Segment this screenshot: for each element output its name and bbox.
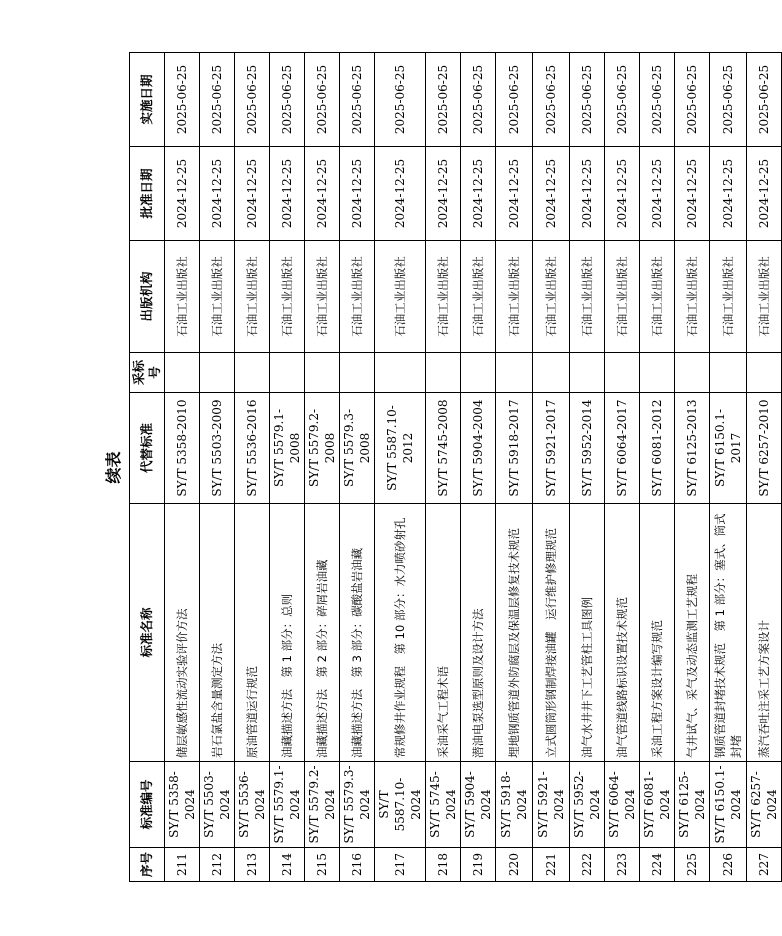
cell-impl-date: 2025-06-25 (640, 53, 675, 147)
cell-name: 采油采气工程术语 (426, 504, 461, 762)
cell-code: SY/T 5579.2-2024 (305, 762, 340, 848)
cell-replace: SY/T 5503-2009 (200, 393, 235, 504)
table-row (235, 53, 270, 882)
table-row (675, 53, 710, 882)
cell-publisher: 石油工业出版社 (235, 241, 270, 353)
cell-publisher: 石油工业出版社 (340, 241, 375, 353)
cell-approve-date: 2024-12-25 (426, 147, 461, 241)
cell-publisher: 石油工业出版社 (675, 241, 710, 353)
cell-adopt (200, 353, 235, 393)
cell-code: SY/T 5358-2024 (165, 762, 200, 848)
cell-adopt (675, 353, 710, 393)
table-row (747, 53, 782, 882)
cell-name: 油藏描述方法 第 3 部分：碳酸盐岩油藏 (340, 504, 375, 762)
cell-no: 222 (570, 848, 605, 882)
cell-publisher: 石油工业出版社 (605, 241, 640, 353)
cell-name: 蒸汽吞吐注采工艺方案设计 (747, 504, 782, 762)
cell-publisher: 石油工业出版社 (496, 241, 533, 353)
cell-publisher: 石油工业出版社 (200, 241, 235, 353)
cell-code: SY/T 6150.1-2024 (710, 762, 747, 848)
cell-no: 214 (270, 848, 305, 882)
rotated-page (101, 53, 779, 882)
cell-adopt (605, 353, 640, 393)
cell-publisher: 石油工业出版社 (461, 241, 496, 353)
cell-no: 211 (165, 848, 200, 882)
cell-name: 油气水井井下工艺管柱工具图例 (570, 504, 605, 762)
table-row (570, 53, 605, 882)
cell-approve-date: 2024-12-25 (675, 147, 710, 241)
cell-no: 217 (375, 848, 426, 882)
cell-impl-date: 2025-06-25 (570, 53, 605, 147)
cell-replace: SY/T 5536-2016 (235, 393, 270, 504)
cell-publisher: 石油工业出版社 (533, 241, 570, 353)
cell-replace: SY/T 5579.1-2008 (270, 393, 305, 504)
cell-no: 213 (235, 848, 270, 882)
cell-publisher: 石油工业出版社 (305, 241, 340, 353)
cell-impl-date: 2025-06-25 (426, 53, 461, 147)
header-approve-date: 批准日期 (130, 147, 165, 241)
cell-code: SY/T 6064-2024 (605, 762, 640, 848)
cell-publisher: 石油工业出版社 (570, 241, 605, 353)
header-code: 标准编号 (130, 762, 165, 848)
cell-approve-date: 2024-12-25 (533, 147, 570, 241)
cell-approve-date: 2024-12-25 (461, 147, 496, 241)
cell-name: 钢质管道封堵技术规范 第 1 部分：塞式、筒式封堵 (710, 504, 747, 762)
cell-no: 220 (496, 848, 533, 882)
table-row (200, 53, 235, 882)
cell-replace: SY/T 5921-2017 (533, 393, 570, 504)
cell-impl-date: 2025-06-25 (340, 53, 375, 147)
cell-no: 216 (340, 848, 375, 882)
table-row (605, 53, 640, 882)
table-body (165, 53, 782, 882)
cell-impl-date: 2025-06-25 (461, 53, 496, 147)
cell-replace: SY/T 5358-2010 (165, 393, 200, 504)
cell-impl-date: 2025-06-25 (165, 53, 200, 147)
cell-approve-date: 2024-12-25 (710, 147, 747, 241)
cell-name: 埋地钢质管道外防腐层及保温层修复技术规范 (496, 504, 533, 762)
cell-code: SY/T 5921-2024 (533, 762, 570, 848)
cell-approve-date: 2024-12-25 (375, 147, 426, 241)
cell-approve-date: 2024-12-25 (305, 147, 340, 241)
cell-approve-date: 2024-12-25 (235, 147, 270, 241)
cell-publisher: 石油工业出版社 (165, 241, 200, 353)
cell-replace: SY/T 6081-2012 (640, 393, 675, 504)
cell-name: 气井试气、采气及动态监测工艺规程 (675, 504, 710, 762)
table-caption: 续表 (104, 451, 123, 484)
cell-code: SY/T 6125-2024 (675, 762, 710, 848)
cell-adopt (496, 353, 533, 393)
cell-replace: SY/T 5579.2-2008 (305, 393, 340, 504)
cell-impl-date: 2025-06-25 (375, 53, 426, 147)
cell-approve-date: 2024-12-25 (640, 147, 675, 241)
cell-adopt (640, 353, 675, 393)
cell-code: SY/T 5587.10-2024 (375, 762, 426, 848)
cell-code: SY/T 5503-2024 (200, 762, 235, 848)
cell-adopt (747, 353, 782, 393)
table-row (165, 53, 200, 882)
table-row (270, 53, 305, 882)
cell-no: 221 (533, 848, 570, 882)
cell-code: SY/T 5536-2024 (235, 762, 270, 848)
cell-adopt (533, 353, 570, 393)
cell-approve-date: 2024-12-25 (747, 147, 782, 241)
cell-impl-date: 2025-06-25 (270, 53, 305, 147)
cell-code: SY/T 6257-2024 (747, 762, 782, 848)
cell-impl-date: 2025-06-25 (496, 53, 533, 147)
table-row (340, 53, 375, 882)
cell-no: 219 (461, 848, 496, 882)
table-row (461, 53, 496, 882)
cell-name: 油藏描述方法 第 1 部分：总则 (270, 504, 305, 762)
cell-impl-date: 2025-06-25 (747, 53, 782, 147)
cell-publisher: 石油工业出版社 (375, 241, 426, 353)
cell-adopt (710, 353, 747, 393)
cell-code: SY/T 5918-2024 (496, 762, 533, 848)
cell-approve-date: 2024-12-25 (165, 147, 200, 241)
cell-replace: SY/T 5745-2008 (426, 393, 461, 504)
cell-approve-date: 2024-12-25 (270, 147, 305, 241)
cell-adopt (235, 353, 270, 393)
cell-name: 岩石氯盐含量测定方法 (200, 504, 235, 762)
standards-table (129, 52, 782, 882)
cell-adopt (426, 353, 461, 393)
cell-approve-date: 2024-12-25 (200, 147, 235, 241)
cell-approve-date: 2024-12-25 (340, 147, 375, 241)
cell-approve-date: 2024-12-25 (605, 147, 640, 241)
cell-name: 原油管道运行规范 (235, 504, 270, 762)
cell-no: 212 (200, 848, 235, 882)
cell-name: 储层敏感性流动实验评价方法 (165, 504, 200, 762)
cell-replace: SY/T 5904-2004 (461, 393, 496, 504)
header-no: 序号 (130, 848, 165, 882)
cell-replace: SY/T 5918-2017 (496, 393, 533, 504)
table-row (640, 53, 675, 882)
cell-code: SY/T 5745-2024 (426, 762, 461, 848)
cell-adopt (165, 353, 200, 393)
header-name: 标准名称 (130, 504, 165, 762)
cell-replace: SY/T 5587.10-2012 (375, 393, 426, 504)
cell-replace: SY/T 6150.1-2017 (710, 393, 747, 504)
table-row (375, 53, 426, 882)
cell-name: 立式圆筒形钢制焊接油罐 运行维护修理规范 (533, 504, 570, 762)
cell-no: 218 (426, 848, 461, 882)
cell-adopt (305, 353, 340, 393)
cell-name: 采油工程方案设计编写规范 (640, 504, 675, 762)
table-row (426, 53, 461, 882)
cell-publisher: 石油工业出版社 (270, 241, 305, 353)
header-replace: 代替标准 (130, 393, 165, 504)
cell-no: 224 (640, 848, 675, 882)
cell-impl-date: 2025-06-25 (200, 53, 235, 147)
cell-impl-date: 2025-06-25 (605, 53, 640, 147)
table-row (533, 53, 570, 882)
standards-table-wrapper (129, 53, 779, 882)
cell-no: 226 (710, 848, 747, 882)
cell-replace: SY/T 6257-2010 (747, 393, 782, 504)
table-row (496, 53, 533, 882)
cell-replace: SY/T 5952-2014 (570, 393, 605, 504)
table-header-row (130, 53, 165, 882)
cell-adopt (270, 353, 305, 393)
header-adopt: 采标号 (130, 353, 165, 393)
header-publisher: 出版机构 (130, 241, 165, 353)
cell-impl-date: 2025-06-25 (533, 53, 570, 147)
cell-publisher: 石油工业出版社 (640, 241, 675, 353)
cell-no: 215 (305, 848, 340, 882)
cell-adopt (375, 353, 426, 393)
cell-impl-date: 2025-06-25 (235, 53, 270, 147)
cell-approve-date: 2024-12-25 (496, 147, 533, 241)
cell-no: 227 (747, 848, 782, 882)
cell-publisher: 石油工业出版社 (747, 241, 782, 353)
cell-adopt (461, 353, 496, 393)
cell-code: SY/T 5579.1-2024 (270, 762, 305, 848)
cell-impl-date: 2025-06-25 (710, 53, 747, 147)
cell-adopt (340, 353, 375, 393)
cell-name: 潜油电泵选型原则及设计方法 (461, 504, 496, 762)
cell-code: SY/T 5952-2024 (570, 762, 605, 848)
header-impl-date: 实施日期 (130, 53, 165, 147)
cell-approve-date: 2024-12-25 (570, 147, 605, 241)
cell-code: SY/T 6081-2024 (640, 762, 675, 848)
cell-no: 225 (675, 848, 710, 882)
cell-name: 常规修井作业规程 第 10 部分：水力喷砂射孔 (375, 504, 426, 762)
cell-name: 油藏描述方法 第 2 部分：碎屑岩油藏 (305, 504, 340, 762)
cell-publisher: 石油工业出版社 (426, 241, 461, 353)
cell-impl-date: 2025-06-25 (305, 53, 340, 147)
table-row (305, 53, 340, 882)
cell-no: 223 (605, 848, 640, 882)
cell-replace: SY/T 5579.3-2008 (340, 393, 375, 504)
cell-publisher: 石油工业出版社 (710, 241, 747, 353)
cell-code: SY/T 5579.3-2024 (340, 762, 375, 848)
cell-impl-date: 2025-06-25 (675, 53, 710, 147)
cell-replace: SY/T 6125-2013 (675, 393, 710, 504)
cell-code: SY/T 5904-2024 (461, 762, 496, 848)
cell-name: 油气管道线路标识设置技术规范 (605, 504, 640, 762)
cell-replace: SY/T 6064-2017 (605, 393, 640, 504)
table-row (710, 53, 747, 882)
cell-adopt (570, 353, 605, 393)
